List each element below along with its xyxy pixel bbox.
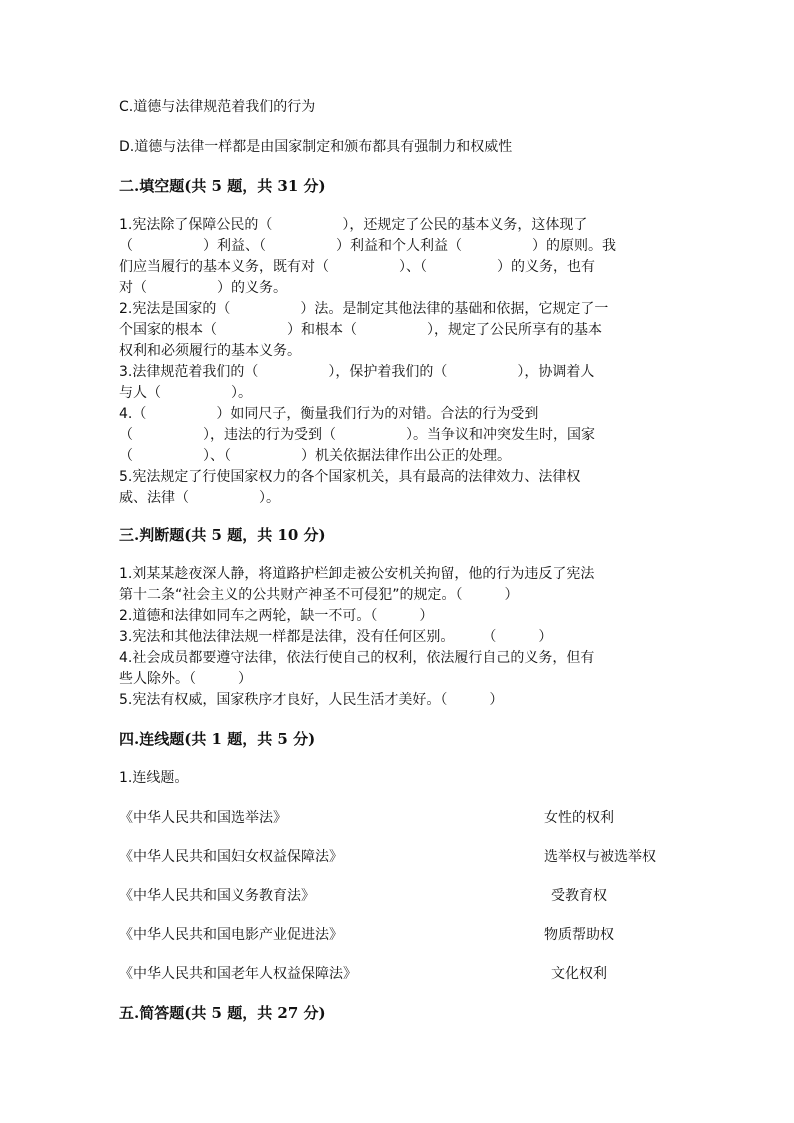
true-false-line: 2.道德和法律如同车之两轮，缺一不可。（ ） xyxy=(119,608,434,624)
matching-right-item: 受教育权 xyxy=(551,888,607,904)
true-false-line: 1.刘某某趁夜深人静，将道路护栏卸走被公安机关拘留，他的行为违反了宪法 xyxy=(119,566,595,582)
fill-blank-line: 个国家的根本（ ）和根本（ ），规定了公民所享有的基本 xyxy=(119,322,602,338)
option-d: D.道德与法律一样都是由国家制定和颁布都具有强制力和权威性 xyxy=(119,139,513,155)
fill-blank-line: 1.宪法除了保障公民的（ ），还规定了公民的基本义务，这体现了 xyxy=(119,217,588,233)
matching-left-item: 《中华人民共和国妇女权益保障法》 xyxy=(119,849,343,865)
fill-blank-line: 对（ ）的义务。 xyxy=(119,280,287,296)
true-false-line: 5.宪法有权威，国家秩序才良好，人民生活才美好。（ ） xyxy=(119,692,504,708)
matching-question: 1.连线题。 xyxy=(119,770,189,786)
section-heading-short-answer: 五.简答题(共 5 题，共 27 分) xyxy=(119,1004,326,1022)
fill-blank-line: 4.（ ）如同尺子，衡量我们行为的对错。合法的行为受到 xyxy=(119,406,539,422)
fill-blank-line: 威、法律（ ）。 xyxy=(119,490,280,506)
fill-blank-line: （ ）利益、（ ）利益和个人利益（ ）的原则。我 xyxy=(119,238,616,254)
option-c: C.道德与法律规范着我们的行为 xyxy=(119,99,316,115)
fill-blank-line: （ ），违法的行为受到（ ）。当争议和冲突发生时，国家 xyxy=(119,427,595,443)
fill-blank-line: （ ）、（ ）机关依据法律作出公正的处理。 xyxy=(119,448,511,464)
true-false-line: 3.宪法和其他法律法规一样都是法律，没有任何区别。 （ ） xyxy=(119,629,553,645)
matching-right-item: 选举权与被选举权 xyxy=(544,849,656,865)
true-false-line: 4.社会成员都要遵守法律，依法行使自己的权利，依法履行自己的义务，但有 xyxy=(119,650,595,666)
matching-right-item: 文化权利 xyxy=(551,966,607,982)
fill-blank-line: 权利和必须履行的基本义务。 xyxy=(119,343,301,359)
matching-left-item: 《中华人民共和国老年人权益保障法》 xyxy=(119,966,357,982)
fill-blank-line: 与人（ ）。 xyxy=(119,385,252,401)
section-heading-matching: 四.连线题(共 1 题，共 5 分) xyxy=(119,730,316,748)
section-heading-true-false: 三.判断题(共 5 题，共 10 分) xyxy=(119,526,326,544)
true-false-line: 第十二条“社会主义的公共财产神圣不可侵犯”的规定。（ ） xyxy=(119,587,519,603)
matching-right-item: 物质帮助权 xyxy=(544,927,614,943)
matching-left-item: 《中华人民共和国电影产业促进法》 xyxy=(119,927,343,943)
fill-blank-line: 5.宪法规定了行使国家权力的各个国家机关，具有最高的法律效力、法律权 xyxy=(119,469,581,485)
fill-blank-line: 3.法律规范着我们的（ ），保护着我们的（ ），协调着人 xyxy=(119,364,595,380)
fill-blank-line: 们应当履行的基本义务，既有对（ ）、（ ）的义务，也有 xyxy=(119,259,595,275)
matching-left-item: 《中华人民共和国义务教育法》 xyxy=(119,888,315,904)
fill-blank-line: 2.宪法是国家的（ ）法。是制定其他法律的基础和依据，它规定了一 xyxy=(119,301,609,317)
matching-left-item: 《中华人民共和国选举法》 xyxy=(119,810,287,826)
matching-right-item: 女性的权利 xyxy=(544,810,614,826)
section-heading-fill-blank: 二.填空题(共 5 题，共 31 分) xyxy=(119,177,326,195)
true-false-line: 些人除外。（ ） xyxy=(119,671,252,687)
